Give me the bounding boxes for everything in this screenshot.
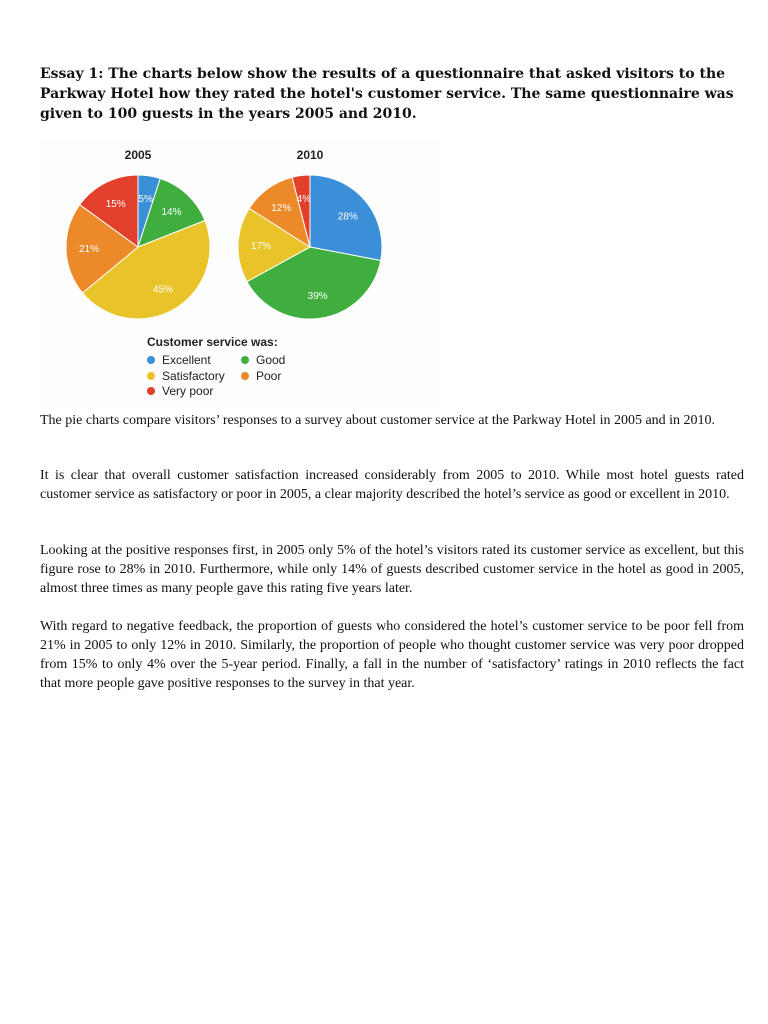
legend-title: Customer service was: [147,335,278,349]
paragraph-overview: It is clear that overall customer satisfaction increased considerably from 2005 to 2010. While most hotel guests rated customer service as satisfactory or poor in 2005, a clear majority described the hotel’s service as good or excellent in 2010. [40,468,744,502]
legend-label-satisfactory: Satisfactory [162,369,225,383]
pie-label-satisfactory: 45% [152,284,173,296]
legend-label-poor: Poor [256,369,282,383]
paragraph-negative: With regard to negative feedback, the proportion of guests who considered the hotel’s customer service to be poor fell from 21% in 2005 to only 12% in 2010. Similarly, the proportion of people who thought customer service was very poor dropped from 15% to only 4% over the 5-year period. Finally, a fall in the number of ‘satisfactory’ ratings in 2010 reflects the fact that more people gave positive responses to the survey in that year. [40,619,744,691]
pie-charts-figure [40,140,440,408]
legend-swatch-very-poor [147,387,155,395]
legend-label-excellent: Excellent [162,353,211,367]
pie-chart-2005 [66,175,210,319]
pie-chart-2010 [238,175,382,319]
pie-label-very-poor: 4% [296,193,312,205]
paragraph-positive: Looking at the positive responses first, in 2005 only 5% of the hotel’s visitors rated its customer service as excellent, but this figure rose to 28% in 2010. Furthermore, while only 14% of guests described customer service in the hotel as good in 2005, almost three times as many people gave this rating five years later. [40,543,744,596]
legend-swatch-good [241,356,249,364]
pie-label-satisfactory: 17% [251,240,272,252]
legend-label-very-poor: Very poor [162,384,214,398]
pie-label-very-poor: 15% [105,198,126,210]
pie-label-excellent: 5% [138,194,153,206]
legend-swatch-poor [241,372,249,380]
chart-title-2005: 2005 [124,148,152,162]
essay-heading: Essay 1: The charts below show the results of a questionnaire that asked visitors to the Parkway Hotel how they rated the hotel's customer service. The same questionnaire was given to 100 guests in the years 2005 and 2010. [40,66,734,122]
legend-label-good: Good [256,353,286,367]
paragraph-intro: The pie charts compare visitors’ responses to a survey about customer service at the Parkway Hotel in 2005 and in 2010. [40,413,716,428]
chart-title-2010: 2010 [296,148,324,162]
legend-swatch-excellent [147,356,155,364]
pie-label-excellent: 28% [337,211,358,223]
pie-label-poor: 12% [271,202,292,214]
legend-swatch-satisfactory [147,372,155,380]
pie-label-good: 14% [161,206,182,218]
legend [147,353,285,398]
pie-label-poor: 21% [79,244,100,256]
pie-label-good: 39% [307,290,328,302]
pie-charts-svg [40,140,440,408]
